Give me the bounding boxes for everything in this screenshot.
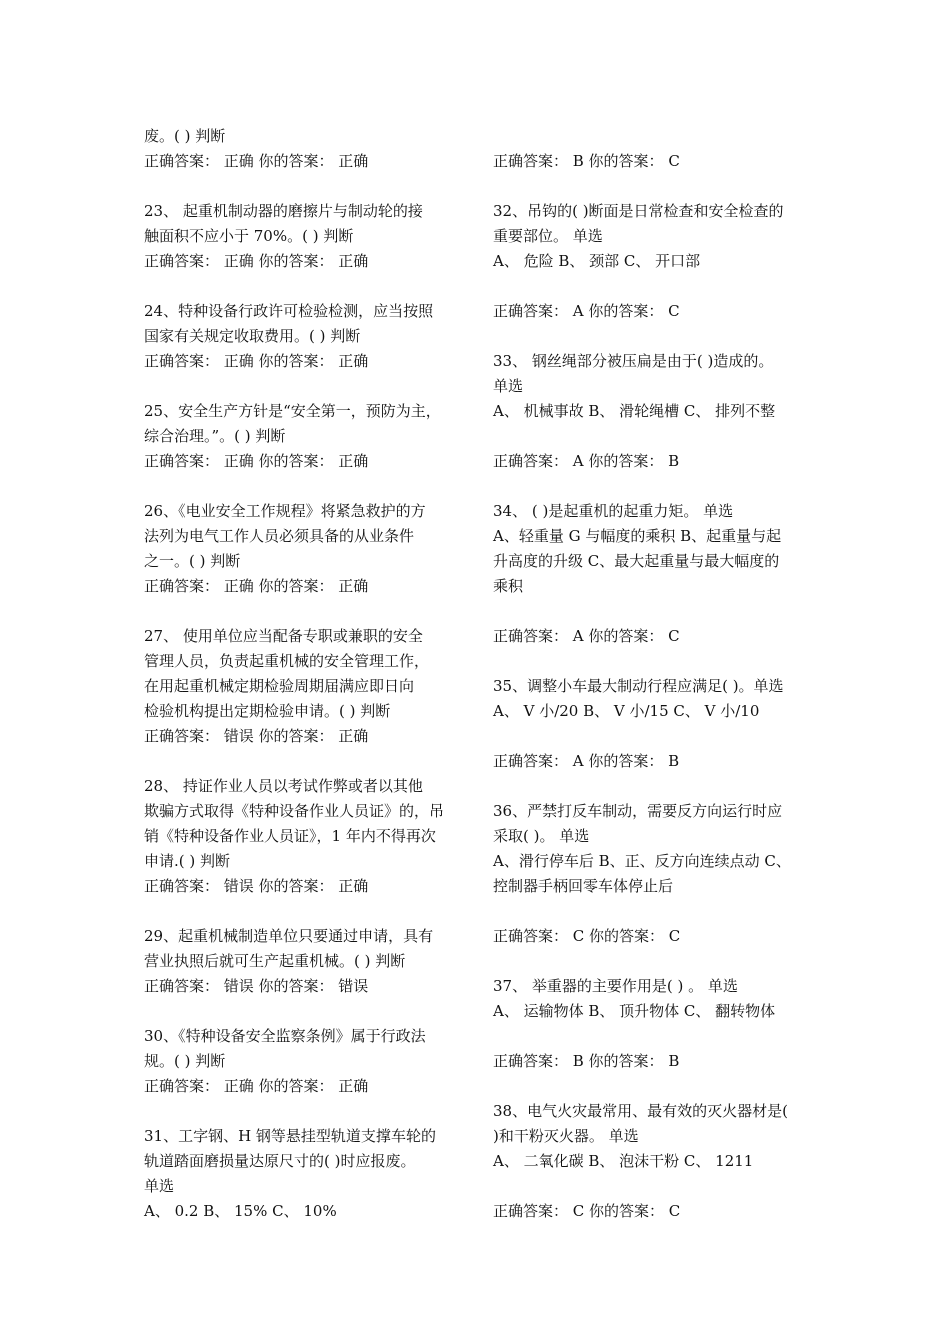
text-line: 管理人员，负责起重机械的安全管理工作， <box>144 652 430 670</box>
text-line: 单选 <box>144 1177 175 1195</box>
blank-line <box>493 899 815 924</box>
blank-line <box>493 599 815 624</box>
text-line: 正确答案： 正确 你的答案： 正确 <box>144 352 369 370</box>
blank-line <box>144 174 466 199</box>
text-line: 轨道踏面磨损量达原尺寸的( )时应报废。 <box>144 1152 416 1170</box>
blank-line <box>144 1099 466 1124</box>
text-line: 正确答案： 错误 你的答案： 正确 <box>144 877 369 895</box>
text-line: 单选 <box>493 377 524 395</box>
text-line: 25、安全生产方针是“安全第一，预防为主， <box>144 402 441 420</box>
blank-line <box>493 1024 815 1049</box>
text-line: 在用起重机械定期检验周期届满应即日向 <box>144 677 415 695</box>
text-line: 正确答案： 正确 你的答案： 正确 <box>144 252 369 270</box>
text-line: 正确答案： A 你的答案： B <box>493 752 680 770</box>
text-line: )和干粉灭火器。 单选 <box>493 1127 639 1145</box>
blank-line <box>493 724 815 749</box>
blank-line <box>144 749 466 774</box>
text-line: 正确答案： B 你的答案： B <box>493 1052 680 1070</box>
text-line: A、 机械事故 B、 滑轮绳槽 C、 排列不整 <box>493 402 776 420</box>
text-line: 正确答案： 错误 你的答案： 正确 <box>144 727 369 745</box>
right-column <box>493 124 815 1224</box>
text-line: 申请.( ) 判断 <box>144 852 231 870</box>
text-line: 乘积 <box>493 577 524 595</box>
text-line: A、 危险 B、 颈部 C、 开口部 <box>493 252 701 270</box>
blank-line <box>493 274 815 299</box>
left-column <box>144 124 466 1224</box>
text-line: A、 V 小/20 B、 V 小/15 C、 V 小/10 <box>493 702 760 720</box>
text-line: A、 0.2 B、 15% C、 10% <box>144 1202 337 1220</box>
text-line: 升高度的升级 C、最大起重量与最大幅度的 <box>493 552 780 570</box>
text-line: 采取( )。 单选 <box>493 827 590 845</box>
text-line: 37、 举重器的主要作用是( ) 。 单选 <box>493 977 738 995</box>
blank-line <box>493 124 815 149</box>
blank-line <box>493 474 815 499</box>
text-line: 正确答案： C 你的答案： C <box>493 927 681 945</box>
blank-line <box>493 949 815 974</box>
blank-line <box>144 274 466 299</box>
text-line: 法列为电气工作人员必须具备的从业条件 <box>144 527 415 545</box>
text-line: 正确答案： 正确 你的答案： 正确 <box>144 577 369 595</box>
text-line: 27、 使用单位应当配备专职或兼职的安全 <box>144 627 423 645</box>
text-line: 规。( ) 判断 <box>144 1052 226 1070</box>
text-line: 正确答案： 正确 你的答案： 正确 <box>144 1077 369 1095</box>
text-line: A、 运输物体 B、 顶升物体 C、 翻转物体 <box>493 1002 776 1020</box>
text-line: 营业执照后就可生产起重机械。( ) 判断 <box>144 952 406 970</box>
blank-line <box>493 324 815 349</box>
text-line: 综合治理。”。( ) 判断 <box>144 427 286 445</box>
text-line: 正确答案： A 你的答案： C <box>493 627 680 645</box>
blank-line <box>144 899 466 924</box>
blank-line <box>493 174 815 199</box>
text-line: 欺骗方式取得《特种设备作业人员证》的，吊 <box>144 802 445 820</box>
text-line: 正确答案： C 你的答案： C <box>493 1202 681 1220</box>
text-line: 正确答案： 正确 你的答案： 正确 <box>144 152 369 170</box>
blank-line <box>493 1174 815 1199</box>
text-line: 正确答案： 正确 你的答案： 正确 <box>144 452 369 470</box>
blank-line <box>144 474 466 499</box>
text-line: 38、电气火灾最常用、最有效的灭火器材是( <box>493 1102 788 1120</box>
text-line: 28、 持证作业人员以考试作弊或者以其他 <box>144 777 423 795</box>
text-line: 34、 ( )是起重机的起重力矩。 单选 <box>493 502 734 520</box>
text-line: 正确答案： A 你的答案： C <box>493 302 680 320</box>
text-line: 35、调整小车最大制动行程应满足( )。单选 <box>493 677 784 695</box>
text-line: 之一。( ) 判断 <box>144 552 241 570</box>
text-line: 废。( ) 判断 <box>144 127 226 145</box>
text-line: 正确答案： B 你的答案： C <box>493 152 680 170</box>
text-line: 31、工字钢、H 钢等悬挂型轨道支撑车轮的 <box>144 1127 436 1145</box>
text-line: 正确答案： A 你的答案： B <box>493 452 680 470</box>
blank-line <box>493 1074 815 1099</box>
blank-line <box>144 374 466 399</box>
text-line: 控制器手柄回零车体停止后 <box>493 877 674 895</box>
text-line: 36、严禁打反车制动，需要反方向运行时应 <box>493 802 783 820</box>
text-line: 检验机构提出定期检验申请。( ) 判断 <box>144 702 391 720</box>
text-line: 32、吊钩的( )断面是日常检查和安全检查的 <box>493 202 784 220</box>
blank-line <box>493 649 815 674</box>
blank-line <box>493 424 815 449</box>
text-line: 国家有关规定收取费用。( ) 判断 <box>144 327 361 345</box>
blank-line <box>493 774 815 799</box>
text-line: 33、 钢丝绳部分被压扁是由于( )造成的。 <box>493 352 774 370</box>
text-line: 重要部位。 单选 <box>493 227 603 245</box>
text-line: A、滑行停车后 B、正、反方向连续点动 C、 <box>493 852 791 870</box>
text-line: A、 二氧化碳 B、 泡沫干粉 C、 1211 <box>493 1152 754 1170</box>
text-line: 23、 起重机制动器的磨擦片与制动轮的接 <box>144 202 423 220</box>
text-line: 26、《电业安全工作规程》将紧急救护的方 <box>144 502 426 520</box>
blank-line <box>144 999 466 1024</box>
text-line: 30、《特种设备安全监察条例》属于行政法 <box>144 1027 426 1045</box>
blank-line <box>144 599 466 624</box>
text-line: 正确答案： 错误 你的答案： 错误 <box>144 977 369 995</box>
text-line: 触面积不应小于 70%。( ) 判断 <box>144 227 354 245</box>
text-line: 销《特种设备作业人员证》，1 年内不得再次 <box>144 827 436 845</box>
text-line: 24、特种设备行政许可检验检测，应当按照 <box>144 302 434 320</box>
text-line: 29、起重机械制造单位只要通过申请，具有 <box>144 927 434 945</box>
text-line: A、轻重量 G 与幅度的乘积 B、起重量与起 <box>493 527 782 545</box>
